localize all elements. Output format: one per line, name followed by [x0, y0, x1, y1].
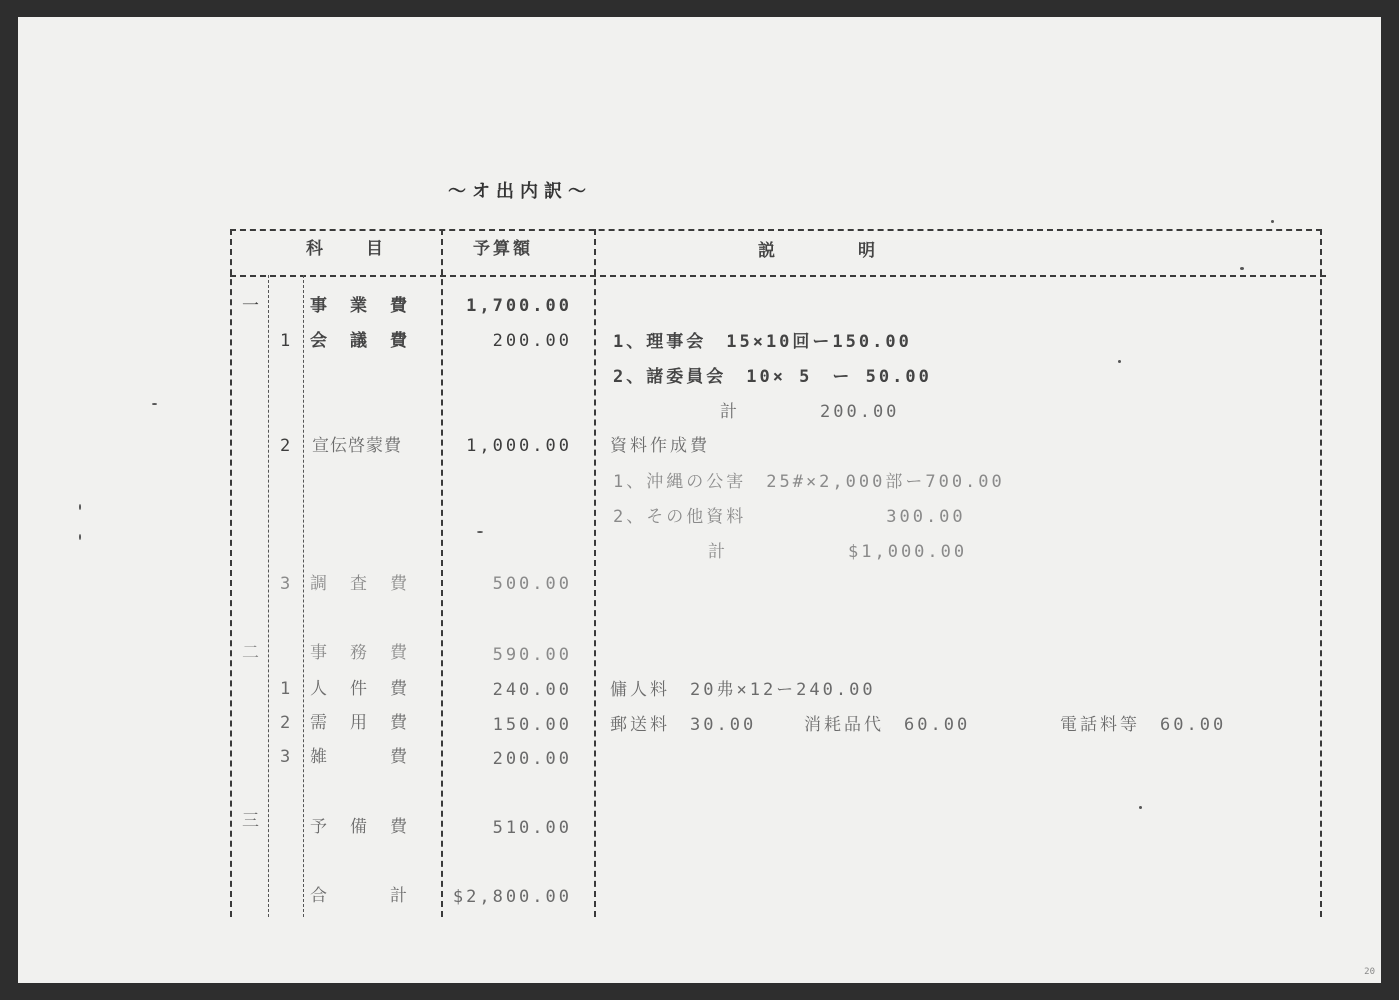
section-column-line [268, 275, 269, 917]
paper-sheet [18, 17, 1381, 983]
description-line: 資料作成費 [610, 436, 710, 456]
scan-speck [1139, 806, 1142, 809]
item-amount: 1,700.00 [466, 296, 572, 316]
total-amount: $2,800.00 [452, 887, 572, 907]
description-line: 2、諸委員会 10× 5 ー 50.00 [613, 367, 932, 387]
scan-speck [1240, 267, 1244, 270]
section-number: 一 [242, 296, 262, 316]
item-name: 宣伝啓蒙費 [312, 436, 402, 456]
sub-number: 2 [280, 713, 294, 733]
page-number: 20 [1364, 967, 1375, 977]
description-line: 計 $1,000.00 [708, 542, 968, 562]
scan-speck [79, 504, 81, 510]
header-description: 説 明 [758, 241, 878, 261]
section-number: 二 [242, 643, 262, 663]
item-name: 人 件 費 [310, 679, 410, 699]
item-amount: 590.00 [492, 645, 572, 665]
scan-speck [477, 531, 483, 533]
description-line: 1、理事会 15×10回ー150.00 [613, 332, 912, 352]
scan-speck [1271, 220, 1274, 223]
section-number: 三 [242, 811, 262, 831]
description-line: 電話料等 60.00 [1060, 715, 1227, 735]
item-name: 雑 費 [310, 747, 410, 767]
item-name: 会 議 費 [310, 331, 410, 351]
scan-speck [1118, 360, 1121, 363]
item-amount: 200.00 [492, 749, 572, 769]
header-budget: 予算額 [473, 239, 533, 259]
description-line: 1、沖縄の公害 25#×2,000部ー700.00 [613, 472, 1005, 492]
sub-number: 1 [280, 331, 294, 351]
number-column-line [303, 275, 304, 917]
scan-speck [79, 534, 81, 540]
item-amount: 200.00 [492, 331, 572, 351]
description-line: 消耗品代 60.00 [804, 715, 971, 735]
item-amount: 240.00 [492, 680, 572, 700]
description-line: 2、その他資料 300.00 [613, 507, 966, 527]
description-line: 郵送料 30.00 [610, 715, 757, 735]
item-amount: 510.00 [492, 818, 572, 838]
table-header-border [230, 275, 1326, 277]
description-column-line [594, 229, 596, 917]
item-name: 事 務 費 [310, 643, 410, 663]
sub-number: 1 [280, 679, 294, 699]
item-name: 需 用 費 [310, 713, 410, 733]
sub-number: 3 [280, 574, 294, 594]
table-left-border [230, 229, 232, 917]
item-amount: 500.00 [492, 574, 572, 594]
amount-column-line [441, 229, 443, 917]
item-name: 予 備 費 [310, 817, 410, 837]
item-name: 事 業 費 [310, 296, 410, 316]
document-title: 〜オ出内訳〜 [448, 181, 592, 202]
item-name: 調 査 費 [310, 574, 410, 594]
table-top-border [230, 229, 1322, 231]
item-amount: 1,000.00 [466, 436, 572, 456]
sub-number: 3 [280, 747, 294, 767]
description-line: 傭人料 20弗×12ー240.00 [610, 680, 876, 700]
description-line: 計 200.00 [720, 402, 900, 422]
sub-number: 2 [280, 436, 294, 456]
header-item: 科 目 [306, 239, 386, 259]
item-amount: 150.00 [492, 715, 572, 735]
table-right-border [1320, 229, 1322, 917]
scan-speck [152, 403, 157, 405]
total-label: 合 計 [310, 886, 410, 906]
